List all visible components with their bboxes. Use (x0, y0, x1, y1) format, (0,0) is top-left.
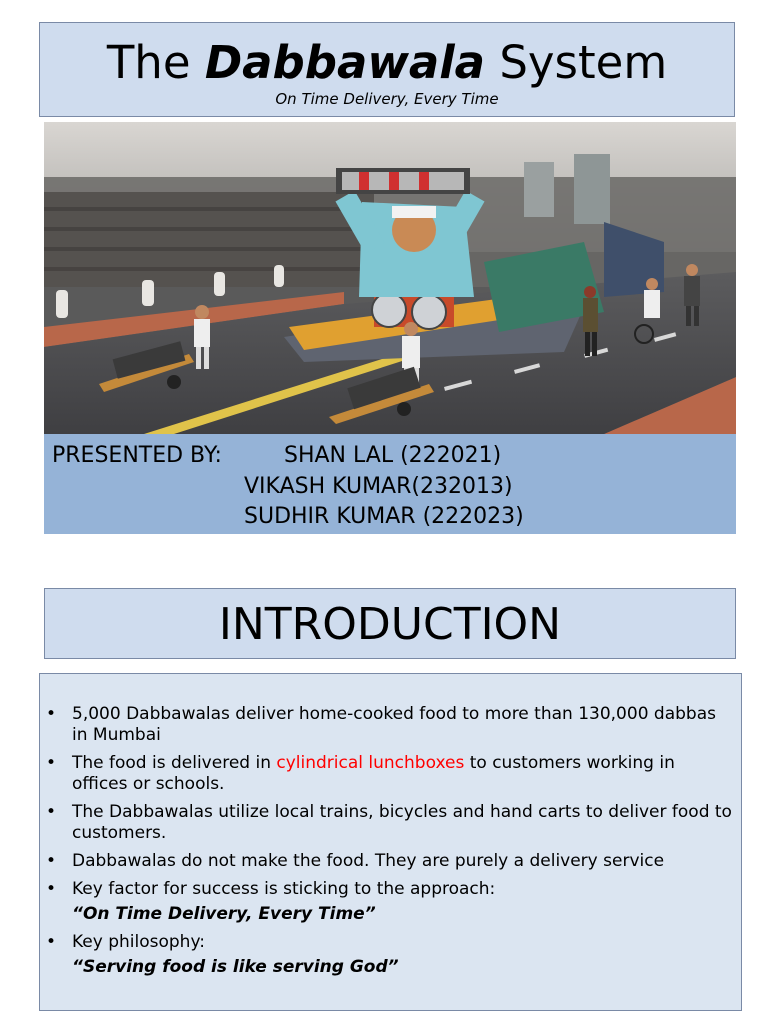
presenter-row-2 (244, 471, 513, 502)
bullet-icon: • (46, 704, 57, 724)
page-subtitle: On Time Delivery, Every Time (275, 90, 499, 108)
highlighted-text: cylindrical lunchboxes (276, 753, 465, 773)
philosophy-quote: “Serving food is like serving God” (72, 957, 399, 977)
presenter-name: VIKASH KUMAR(232013) (244, 474, 513, 499)
parade-float-photo (44, 122, 736, 434)
list-item-text: The food is delivered in (72, 753, 277, 773)
list-item-text: 5,000 Dabbawalas deliver home-cooked food to more than 130,000 dabbas in Mumbai (72, 704, 716, 745)
title-prefix: The (106, 36, 205, 89)
presenters-label: PRESENTED BY: (52, 443, 222, 468)
list-item-text: The Dabbawalas utilize local trains, bicycles and hand carts to deliver food to customers. (72, 802, 732, 843)
list-item-text: to customers working in offices or schools. (72, 753, 675, 794)
bullet-icon: • (46, 851, 57, 871)
approach-quote: “On Time Delivery, Every Time” (72, 904, 376, 924)
list-item (40, 932, 741, 953)
presenters-panel (44, 434, 736, 534)
introduction-heading: INTRODUCTION (44, 588, 736, 659)
title-suffix: System (485, 36, 668, 89)
bullet-icon: • (46, 879, 57, 899)
page-title (40, 37, 734, 89)
list-item-text: Key philosophy: (72, 932, 206, 952)
list-item-text: Key factor for success is sticking to the approach: (72, 879, 496, 899)
bullet-list (40, 674, 741, 978)
list-item (40, 879, 741, 900)
title-emphasis: Dabbawala (204, 36, 486, 89)
presenter-name: SHAN LAL (222021) (284, 443, 502, 468)
list-item (40, 851, 741, 872)
presenter-row-1 (52, 440, 501, 471)
list-item-text: Dabbawalas do not make the food. They are purely a delivery service (72, 851, 665, 871)
list-item (40, 753, 741, 795)
bullet-icon: • (46, 932, 57, 952)
title-banner (39, 22, 735, 117)
bullet-icon: • (46, 802, 57, 822)
presenter-name: SUDHIR KUMAR (222023) (244, 504, 524, 529)
presenter-row-3 (244, 501, 524, 532)
list-item (40, 704, 741, 746)
introduction-content (39, 673, 742, 1011)
bullet-icon: • (46, 753, 57, 773)
list-item (40, 802, 741, 844)
